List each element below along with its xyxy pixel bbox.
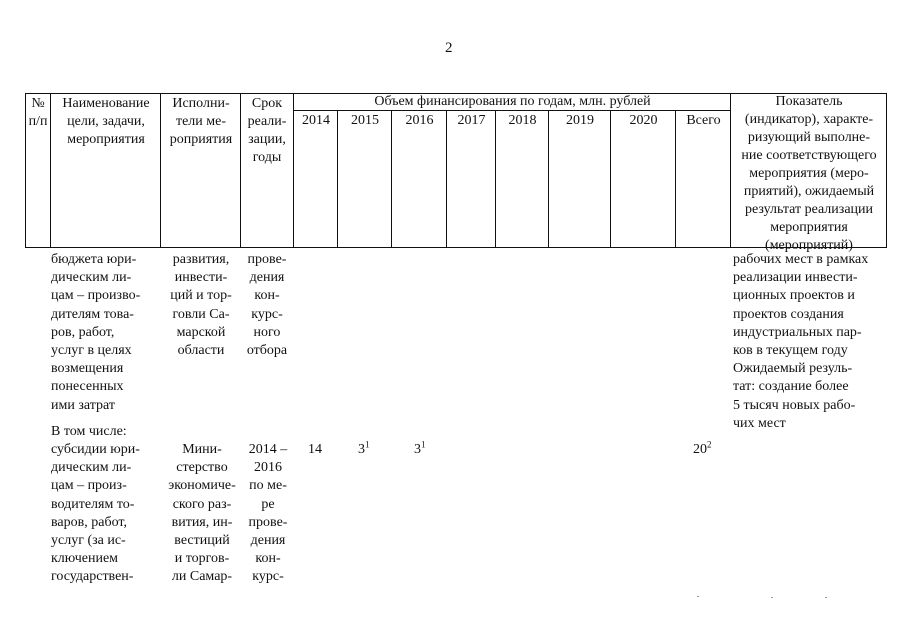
header-term: Срок реали- зации, годы	[247, 96, 287, 165]
col-border	[495, 110, 496, 248]
header-year-2017: 2017	[457, 113, 486, 128]
row1-executor: развития, инвести- ций и тор- говли Са- марской области	[170, 252, 232, 359]
header-year-2020: 2020	[629, 113, 658, 128]
header-financing: Объем финансирования по годам, млн. рублей	[374, 94, 651, 109]
row2-value-2016: $3^1$	[414, 439, 426, 457]
row1-term: прове- дения кон- курс- ного отбора	[246, 252, 288, 359]
row1-name: бюджета юри- дическим ли- цам – произво- дителям това- ров, работ, услуг в целях возмещения понесенных ими затрат	[51, 252, 141, 413]
header-year-2016: 2016	[405, 113, 434, 128]
header-total: Всего	[686, 113, 721, 128]
col-border	[675, 110, 676, 248]
row2-name: субсидии юри- дическим ли- цам – произ- водителям то- варов, работ, услуг (за ис- ключением государствен-	[51, 442, 140, 585]
row2-value-total: $20^2$	[693, 439, 712, 457]
col-border	[548, 110, 549, 248]
header-indicator: Показатель (индикатор), характе- ризующий выполне- ние соответствующего мероприятия (меро- приятий), ожидаемый результат реализации мероприятия (мероприятий)	[741, 94, 877, 253]
col-border	[25, 93, 26, 248]
col-border	[446, 110, 447, 248]
col-border	[337, 110, 338, 248]
header-num: № п/п	[28, 96, 48, 129]
row2-executor: Мини- стерство экономиче- ского раз- вития, ин- вестиций и торгов- ли Самар-	[168, 442, 236, 585]
row1-indicator: рабочих мест в рамках реализации инвести- ционных проектов и проектов создания индустриальных пар- ков в текущем году Ожидаемый резуль- тат: создание более 5 тысяч новых рабо- чих мест	[733, 252, 869, 431]
row2-value-2014: 14	[308, 442, 322, 457]
row2-term: 2014 – 2016 по ме- ре прове- дения кон- курс-	[248, 442, 288, 585]
header-name: Наименование цели, задачи, мероприятия	[62, 96, 150, 147]
scan-speck	[825, 597, 827, 598]
header-year-2015: 2015	[351, 113, 379, 128]
scan-speck	[771, 597, 773, 598]
header-year-2019: 2019	[566, 113, 594, 128]
header-executors: Исполни- тели ме- роприятия	[169, 96, 233, 147]
header-year-2014: 2014	[302, 113, 330, 128]
col-border	[391, 110, 392, 248]
scan-speck	[697, 596, 699, 597]
col-border	[610, 110, 611, 248]
col-border	[160, 93, 161, 248]
row2-intro: В том числе:	[51, 424, 127, 439]
header-year-2018: 2018	[508, 113, 537, 128]
page-number: 2	[445, 40, 453, 56]
row2-value-2015: $3^1$	[358, 439, 370, 457]
col-border	[50, 93, 51, 248]
table-header	[25, 93, 887, 253]
